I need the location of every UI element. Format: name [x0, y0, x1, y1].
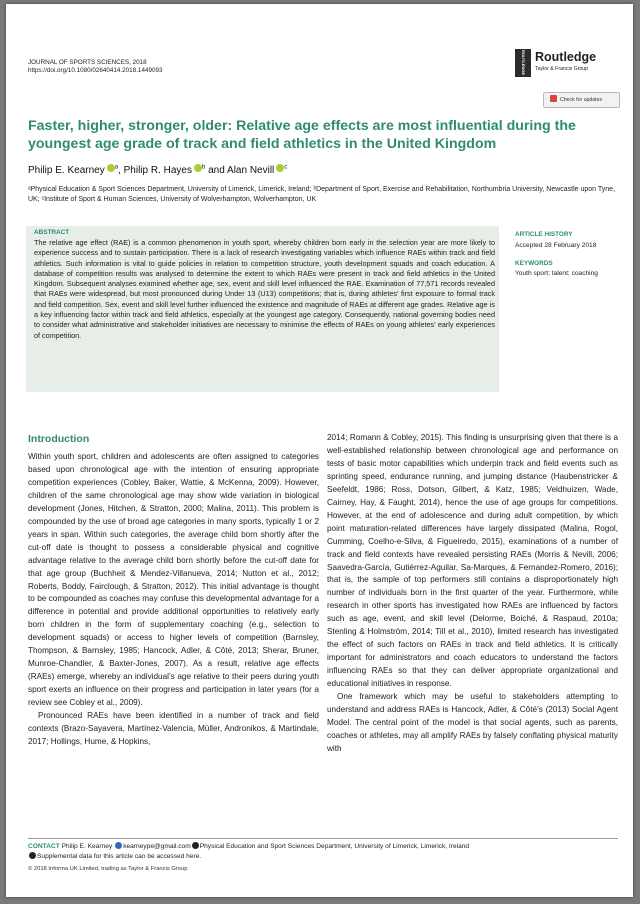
- keywords-text: Youth sport; talent; coaching: [515, 270, 598, 277]
- address-icon: [192, 842, 199, 849]
- article-title: Faster, higher, stronger, older: Relative age effects are most influential during the youngest age grade of track and field athletics in the United Kingdom: [28, 118, 576, 152]
- supplemental-data-icon: [29, 852, 36, 859]
- supplemental-link[interactable]: Supplemental data for this article can be accessed here.: [37, 853, 202, 860]
- check-for-updates-button[interactable]: [543, 92, 620, 108]
- abstract-heading: ABSTRACT: [34, 229, 70, 236]
- contact-label: CONTACT: [28, 843, 60, 850]
- body-column-right: [327, 432, 618, 756]
- crossmark-icon: [550, 95, 557, 102]
- publisher-mark: ROUTLEDGE: [515, 49, 531, 77]
- publisher-name: Routledge: [535, 50, 597, 64]
- contact-email[interactable]: kearneype@gmail.com: [123, 843, 191, 850]
- article-history-heading: ARTICLE HISTORY: [515, 231, 573, 238]
- author-name[interactable]: Philip R. Hayes: [123, 165, 192, 176]
- body-paragraph: One framework which may be useful to stakeholders attempting to understand and address RAEs is Hancock, Adler, & Côté’s (2013) Social Agent Model. The central point of the model is that social agents, such as parents, coaches or athletes, may all amplify RAEs by falsely conflating physical maturity with: [327, 692, 618, 753]
- affiliations: ᵃPhysical Education & Sport Sciences Department, University of Limerick, Limerick, Ireland; ᵇDepartment of Sport, Exercise and Rehabilitation, Northumbria University, Newcastle upon Tyne, UK; ᶜInstitute of Sport & Human Sciences, University of Wolverhampton, Wolverhampton, UK: [28, 186, 616, 204]
- author-list: [28, 164, 287, 176]
- copyright-notice: © 2018 Informa UK Limited, trading as Taylor & Francis Group: [28, 866, 188, 872]
- check-for-updates-label: Check for updates: [560, 97, 603, 103]
- author-separator: ,: [118, 165, 124, 176]
- journal-header: [28, 59, 162, 76]
- footer-divider: [28, 838, 618, 839]
- introduction-heading: Introduction: [28, 433, 90, 445]
- contact-department: Physical Education and Sport Sciences Department, University of Limerick, Limerick, Ireland: [199, 843, 470, 850]
- article-history-text: Accepted 28 February 2018: [515, 242, 597, 249]
- abstract-text: The relative age effect (RAE) is a common phenomenon in youth sport, whereby children born early in the selection year are more likely to experience success and to sustain participation. There is a lack of research investigating variables which influence RAEs within track and field athletics. Such information is vital to guide policies in relation to competition structure, youth development squads and coach education. A database of competition results was analysed to determine the extent to which RAEs were present in track and field athletics in the United Kingdom. Subsequent analyses examined whether age, sex, event and skill level influenced the RAE. Examination of 77,571 records revealed that RAEs were widespread, but most pronounced during Under 13 (U13) competitions; that is, during athletes’ first exposure to formal track and field competition. Sex, event and skill level further influenced the existence and magnitude of RAEs at different age grades. Relative age is a key influencing factor within track and field athletics, especially at the youngest age category. Consequently, national governing bodies need to consider what administrative and stakeholder initiatives are necessary to minimise the effects of RAEs on young athletes’ early experiences of competition.: [34, 238, 495, 340]
- publisher-logo[interactable]: [515, 49, 625, 79]
- journal-name: JOURNAL OF SPORTS SCIENCES, 2018: [28, 59, 147, 66]
- body-paragraph: Within youth sport, children and adolescents are often assigned to categories based upon chronological age with the intention of ensuring appropriate competition experiences (Cobley, Baker, Wattie, & McKenna, 2009). However, children of the same chronological age may show wide variation in biological development (Jones, Hitchen, & Stratton, 2000; Malina, 2011). This problem is compounded by the use of broad age categories in many sports, typically 1 or 2 years in span. Within such categories, the average child born shortly after the cut-off date is thought to possess a considerable physical and cognitive advantage relative to the average child born shortly before the cut-off date for that age group (Buchheit & Mendez-Villanueva, 2014; Nutton et al., 2012; Roberts, Boddy, Fairclough, & Stratton, 2012). This initial advantage is thought to be compounded as coaches may confuse this developmental advantage for a difference in potential and provide additional opportunities to relatively early born children in the form of supplementary coaching (e.g., selection to development squads) or access to higher levels of competition (Barnsley, Thompson, & Barnsley, 1985; Hancock, Adler, & Côté, 2013; Sherar, Bruner, Munroe-Chandler, & Baxter-Jones, 2007). As a result, relative age effects (RAEs) emerge, whereby an individual’s age relative to their peers during youth sport exerts an influence on their progress and participation in later years (for a review see Cobley et al., 2009).: [28, 452, 319, 708]
- author-affiliation-mark: b: [201, 164, 206, 171]
- orcid-icon[interactable]: [194, 164, 202, 172]
- author-name[interactable]: Alan Nevill: [227, 165, 275, 176]
- orcid-icon[interactable]: [107, 164, 115, 172]
- keywords-heading: KEYWORDS: [515, 260, 553, 267]
- body-paragraph: Pronounced RAEs have been identified in a number of track and field contexts (Brazo-Sayavera, Martínez-Valencia, Müller, Andronikos, & Martindale, 2017; Hollings, Hume, & Hopkins,: [28, 711, 319, 746]
- publisher-subtitle: Taylor & Francis Group: [535, 66, 589, 72]
- author-name[interactable]: Philip E. Kearney: [28, 165, 105, 176]
- journal-page: [6, 4, 633, 897]
- contact-name: Philip E. Kearney: [61, 843, 113, 850]
- email-icon: [115, 842, 122, 849]
- author-separator: and: [205, 165, 228, 176]
- body-column-left: [28, 451, 319, 749]
- contact-block: [28, 842, 469, 862]
- author-affiliation-mark: a: [114, 164, 119, 171]
- body-paragraph: 2014; Romann & Cobley, 2015). This finding is unsurprising given that there is a well-established relationship between chronological age and performance on tests of basic motor capabilities which underpin track and field events such as sprinting speed, endurance running, and jumping distance (Haubenstricker & Seefeldt, 1986; Ross, Dotson, Gilbert, & Katz, 1985; Veldhuizen, Wade, Cairney, Hay, & Faught, 2014), hence the use of age groups for competitions. However, at the end of adolescence and during adult competition, by which point maturation-related differences have largely dissipated (Malina, Rogol, Cumming, Coelho-e-Silva, & Figueiredo, 2015), examinations of a number of track and field contexts have revealed persisting RAEs (Morris & Nevill, 2006; Saavedra-García, Gutiérrez-Aguilar, Sa-Marques, & Fernandez-Romero, 2016); that is, the sample of top performers still contains a disproportionately high number of individuals born in the first quarter of the year. Furthermore, while research in other sports has investigated how RAEs are influenced by factors such as age, event, and skill level (Delorme, Boiché, & Raspaud, 2010a; Stenling & Holmström, 2014; Till et al., 2010), limited research has investigated the effect of such factors on RAEs in track and field athletics. It is critically important for administrators and coach educators to understand the factors influencing RAEs so that they can deliver appropriate organizational and educational initiatives in response.: [327, 433, 618, 689]
- doi-link[interactable]: https://doi.org/10.1080/02640414.2018.1449093: [28, 67, 163, 75]
- author-affiliation-mark: c: [284, 164, 288, 171]
